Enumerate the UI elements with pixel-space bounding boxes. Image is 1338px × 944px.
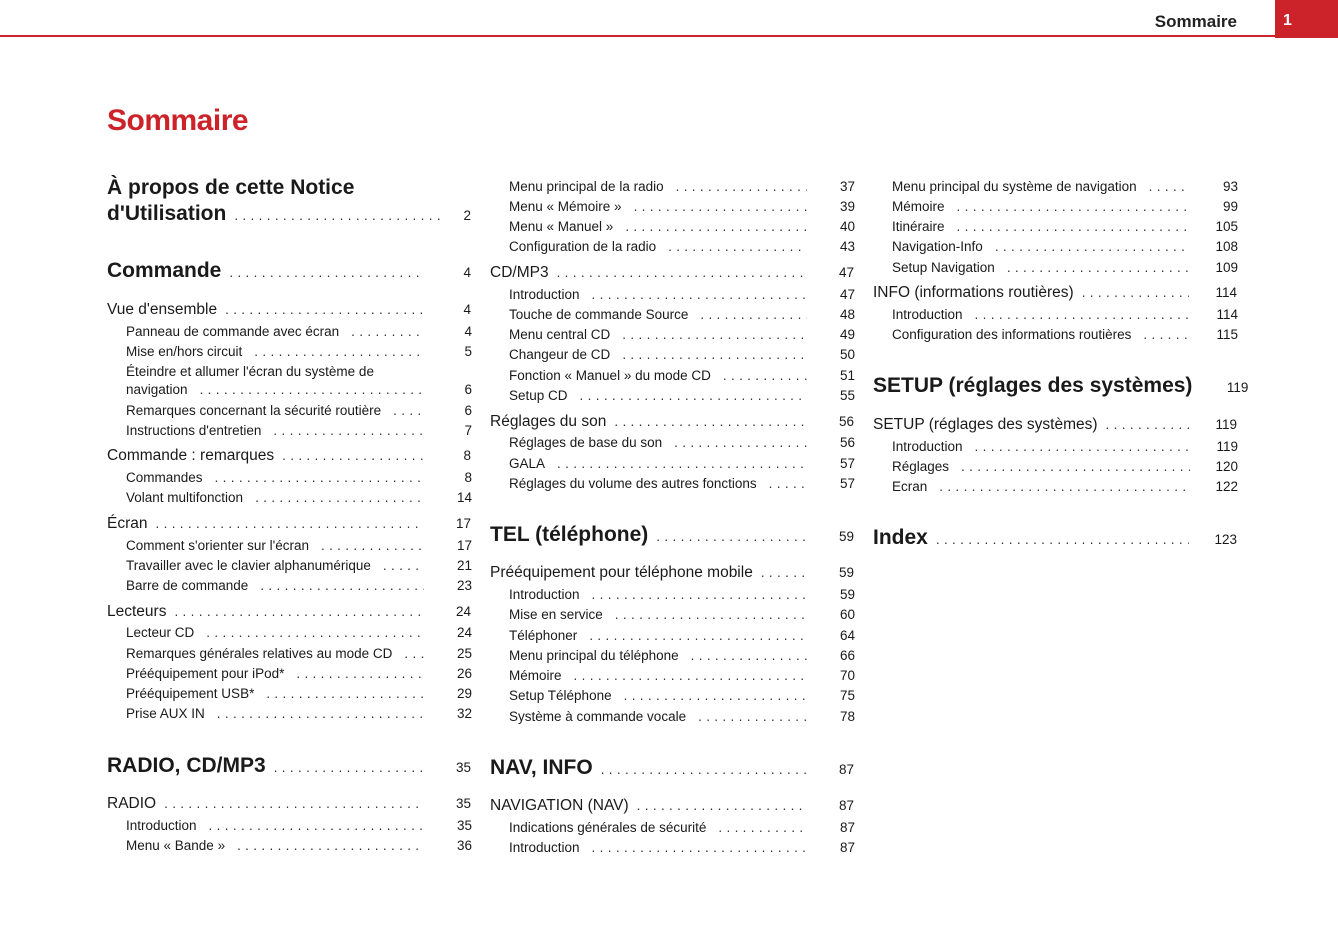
toc-section[interactable] <box>490 564 854 582</box>
toc-page: 66 <box>839 648 855 663</box>
page-title: Sommaire <box>107 104 249 137</box>
toc-title: Travailler avec le clavier alphanumérique <box>126 558 371 573</box>
toc-page: 17 <box>455 516 471 531</box>
toc-page: 55 <box>839 388 855 403</box>
toc-chapter[interactable] <box>107 754 471 778</box>
leader-dots <box>589 628 807 643</box>
toc-subsection[interactable] <box>509 840 855 855</box>
leader-dots <box>209 818 424 833</box>
toc-title: Mémoire <box>509 668 562 683</box>
toc-page: 114 <box>1216 307 1238 322</box>
toc-title: Changeur de CD <box>509 347 611 362</box>
leader-dots <box>723 368 807 383</box>
toc-subsection[interactable] <box>126 324 472 339</box>
toc-title: SETUP (réglages des systèmes) <box>873 374 1193 397</box>
toc-page: 36 <box>456 838 472 853</box>
toc-subsection[interactable] <box>509 307 855 322</box>
toc-page: 115 <box>1216 327 1238 342</box>
toc-title: Éteindre et allumer l'écran du système de <box>126 364 374 379</box>
toc-title: Configuration des informations routières <box>892 327 1132 342</box>
toc-title: Prise AUX IN <box>126 706 205 721</box>
toc-page: 29 <box>456 686 472 701</box>
leader-dots <box>260 578 424 593</box>
toc-title: Setup Navigation <box>892 260 995 275</box>
toc-subsection[interactable] <box>509 219 855 234</box>
leader-dots <box>383 558 424 573</box>
toc-subsection[interactable] <box>126 578 472 593</box>
toc-section[interactable] <box>107 603 471 621</box>
toc-page: 122 <box>1215 479 1238 494</box>
toc-title: Instructions d'entretien <box>126 423 262 438</box>
leader-dots <box>237 838 424 853</box>
leader-dots <box>393 403 424 418</box>
toc-title: NAVIGATION (NAV) <box>490 797 629 814</box>
leader-dots <box>404 646 424 661</box>
toc-page: 26 <box>456 666 472 681</box>
toc-page: 70 <box>839 668 855 683</box>
leader-dots <box>668 239 807 254</box>
toc-page: 14 <box>456 490 472 505</box>
toc-title: Réglages <box>892 459 950 474</box>
leader-dots <box>217 706 424 721</box>
toc-page: 51 <box>839 368 855 383</box>
toc-section[interactable] <box>107 447 471 465</box>
toc-subsection[interactable] <box>509 239 855 254</box>
leader-dots <box>625 219 807 234</box>
toc-page: 24 <box>456 625 472 640</box>
toc-title: Barre de commande <box>126 578 249 593</box>
toc-subsection[interactable] <box>126 838 472 853</box>
toc-subsection[interactable] <box>509 628 855 643</box>
toc-subsection[interactable] <box>892 219 1238 234</box>
leader-dots <box>273 423 424 438</box>
toc-chapter[interactable] <box>107 259 471 283</box>
toc-title: Réglages du volume des autres fonctions <box>509 476 757 491</box>
leader-dots <box>321 538 424 553</box>
leader-dots <box>622 327 807 342</box>
toc-title: Réglages de base du son <box>509 435 663 450</box>
toc-subsection[interactable] <box>892 199 1238 214</box>
toc-title: Menu principal du système de navigation <box>892 179 1137 194</box>
leader-dots <box>1149 179 1190 194</box>
toc-page: 17 <box>456 538 472 553</box>
toc-title: Menu « Mémoire » <box>509 199 622 214</box>
toc-chapter[interactable] <box>490 523 854 547</box>
toc-subsection[interactable] <box>509 607 855 622</box>
toc-page: 57 <box>839 476 855 491</box>
toc-section[interactable] <box>490 797 854 815</box>
toc-page: 105 <box>1215 219 1238 234</box>
leader-dots <box>225 302 423 317</box>
toc-title: Prééquipement USB* <box>126 686 255 701</box>
toc-title: TEL (téléphone) <box>490 523 649 546</box>
toc-subsection[interactable] <box>892 327 1238 342</box>
toc-page: 4 <box>463 302 471 317</box>
leader-dots <box>1082 285 1189 300</box>
leader-dots <box>718 820 807 835</box>
toc-subsection[interactable] <box>126 490 472 505</box>
toc-page: 6 <box>464 403 472 418</box>
toc-section[interactable] <box>107 515 471 533</box>
toc-title: Introduction <box>509 287 580 302</box>
toc-page: 59 <box>838 565 854 580</box>
toc-page: 40 <box>839 219 855 234</box>
toc-subsection[interactable] <box>126 470 472 485</box>
toc-subsection[interactable] <box>892 459 1238 474</box>
toc-subsection[interactable] <box>509 179 855 194</box>
toc-page: 43 <box>839 239 855 254</box>
toc-page: 119 <box>1216 439 1238 454</box>
leader-dots <box>691 648 807 663</box>
leader-dots <box>574 668 807 683</box>
toc-title: Remarques générales relatives au mode CD <box>126 646 393 661</box>
toc-title: Réglages du son <box>490 413 607 430</box>
toc-title: Introduction <box>509 587 580 602</box>
toc-section[interactable] <box>107 301 471 319</box>
toc-subsection[interactable] <box>126 625 472 640</box>
leader-dots <box>614 414 806 429</box>
toc-title: Mise en service <box>509 607 603 622</box>
toc-page: 47 <box>839 287 855 302</box>
toc-page: 35 <box>455 760 471 775</box>
toc-title: RADIO, CD/MP3 <box>107 754 266 777</box>
leader-dots <box>634 199 807 214</box>
leader-dots <box>234 208 440 223</box>
toc-section[interactable] <box>490 413 854 431</box>
toc-title: Commande : remarques <box>107 447 275 464</box>
toc-subsection[interactable] <box>509 820 855 835</box>
toc-title: Remarques concernant la sécurité routière <box>126 403 382 418</box>
toc-subsection[interactable] <box>509 688 855 703</box>
toc-subsection[interactable] <box>126 646 472 661</box>
leader-dots <box>174 604 423 619</box>
toc-title: Volant multifonction <box>126 490 244 505</box>
toc-subsection[interactable] <box>509 435 855 450</box>
toc-title: Prééquipement pour téléphone mobile <box>490 564 753 581</box>
leader-dots <box>580 388 807 403</box>
toc-page: 59 <box>839 587 855 602</box>
leader-dots <box>975 307 1190 322</box>
toc-title: Navigation-Info <box>892 239 983 254</box>
toc-page: 60 <box>839 607 855 622</box>
leader-dots <box>200 382 424 397</box>
toc-subsection[interactable] <box>509 199 855 214</box>
toc-page: 108 <box>1215 239 1238 254</box>
leader-dots <box>282 448 423 463</box>
toc-page: 6 <box>464 382 472 397</box>
toc-title: Mise en/hors circuit <box>126 344 243 359</box>
toc-subsection[interactable] <box>126 818 472 833</box>
toc-section[interactable] <box>107 795 471 813</box>
toc-page: 35 <box>455 796 471 811</box>
leader-dots <box>592 840 807 855</box>
leader-dots <box>624 688 807 703</box>
toc-page: 50 <box>839 347 855 362</box>
toc-page: 48 <box>839 307 855 322</box>
toc-section[interactable] <box>873 284 1237 302</box>
toc-title: SETUP (réglages des systèmes) <box>873 416 1098 433</box>
toc-subsection[interactable] <box>509 327 855 342</box>
toc-page: 109 <box>1215 260 1238 275</box>
toc-subsection[interactable] <box>126 344 472 359</box>
toc-title: Commandes <box>126 470 203 485</box>
toc-title: Introduction <box>126 818 197 833</box>
toc-title: Menu « Manuel » <box>509 219 614 234</box>
toc-subsection[interactable] <box>509 709 855 724</box>
toc-page: 56 <box>838 414 854 429</box>
leader-dots <box>164 796 423 811</box>
leader-dots <box>656 529 806 544</box>
toc-subsection[interactable] <box>892 260 1238 275</box>
toc-subsection[interactable] <box>126 558 472 573</box>
leader-dots <box>601 762 806 777</box>
toc-title: Système à commande vocale <box>509 709 687 724</box>
toc-page: 114 <box>1215 285 1237 300</box>
toc-page: 49 <box>839 327 855 342</box>
toc-title: Mémoire <box>892 199 945 214</box>
leader-dots <box>215 470 424 485</box>
toc-subsection[interactable] <box>509 368 855 383</box>
toc-subsection[interactable] <box>126 382 472 397</box>
toc-chapter[interactable] <box>490 756 854 780</box>
toc-title: d'Utilisation <box>107 202 227 225</box>
toc-subsection[interactable] <box>126 706 472 721</box>
toc-page: 78 <box>839 709 855 724</box>
toc-page: 119 <box>1226 380 1249 395</box>
toc-page: 21 <box>456 558 472 573</box>
leader-dots <box>637 798 806 813</box>
toc-title: Index <box>873 526 928 549</box>
leader-dots <box>957 219 1190 234</box>
toc-page: 24 <box>455 604 471 619</box>
toc-page: 64 <box>839 628 855 643</box>
toc-subsection[interactable] <box>892 439 1238 454</box>
toc-page: 4 <box>464 324 472 339</box>
page-number: 1 <box>1283 12 1292 29</box>
leader-dots <box>592 287 807 302</box>
toc-title: Menu principal du téléphone <box>509 648 679 663</box>
leader-dots <box>1143 327 1190 342</box>
toc-title: Menu central CD <box>509 327 611 342</box>
toc-title: CD/MP3 <box>490 264 549 281</box>
toc-title: Menu « Bande » <box>126 838 226 853</box>
toc-page: 99 <box>1222 199 1238 214</box>
toc-title: Menu principal de la radio <box>509 179 664 194</box>
leader-dots <box>351 324 424 339</box>
toc-title: Fonction « Manuel » du mode CD <box>509 368 711 383</box>
toc-subsection[interactable] <box>509 587 855 602</box>
toc-title: Téléphoner <box>509 628 578 643</box>
toc-title: Introduction <box>892 307 963 322</box>
toc-subsection[interactable] <box>509 456 855 471</box>
leader-dots <box>700 307 807 322</box>
leader-dots <box>995 239 1190 254</box>
leader-dots <box>296 666 424 681</box>
toc-chapter[interactable] <box>873 526 1237 550</box>
toc-subsection[interactable] <box>126 538 472 553</box>
toc-subsection[interactable] <box>509 287 855 302</box>
toc-title: Introduction <box>509 840 580 855</box>
toc-title: Itinéraire <box>892 219 945 234</box>
toc-title: Comment s'orienter sur l'écran <box>126 538 309 553</box>
toc-title: Setup CD <box>509 388 568 403</box>
leader-dots <box>156 516 424 531</box>
leader-dots <box>557 265 806 280</box>
toc-subsection[interactable] <box>509 347 855 362</box>
leader-dots <box>622 347 807 362</box>
toc-page: 56 <box>839 435 855 450</box>
toc-page: 119 <box>1215 417 1237 432</box>
leader-dots <box>936 532 1189 547</box>
toc-title: INFO (informations routières) <box>873 284 1074 301</box>
toc-subsection[interactable] <box>509 668 855 683</box>
toc-subsection[interactable] <box>892 307 1238 322</box>
header-title: Sommaire <box>1154 12 1237 31</box>
toc-page: 5 <box>464 344 472 359</box>
toc-subsection[interactable] <box>126 666 472 681</box>
toc-title: Indications générales de sécurité <box>509 820 707 835</box>
leader-dots <box>769 476 807 491</box>
toc-page: 75 <box>839 688 855 703</box>
toc-subsection-line[interactable] <box>126 364 472 379</box>
toc-title: Configuration de la radio <box>509 239 657 254</box>
toc-chapter[interactable] <box>107 176 471 226</box>
page-number-tab <box>1275 0 1338 38</box>
toc-page: 4 <box>463 265 471 280</box>
toc-subsection[interactable] <box>509 476 855 491</box>
toc-title: Commande <box>107 259 222 282</box>
toc-page: 32 <box>456 706 472 721</box>
toc-title: Écran <box>107 515 148 532</box>
leader-dots <box>592 587 807 602</box>
toc-page: 35 <box>456 818 472 833</box>
toc-title: Ecran <box>892 479 928 494</box>
toc-subsection[interactable] <box>126 423 472 438</box>
toc-page: 87 <box>839 840 855 855</box>
toc-page: 57 <box>839 456 855 471</box>
leader-dots <box>274 760 423 775</box>
toc-page: 7 <box>464 423 472 438</box>
toc-title: NAV, INFO <box>490 756 593 779</box>
leader-dots <box>1106 417 1189 432</box>
toc-section[interactable] <box>873 416 1237 434</box>
toc-title: Touche de commande Source <box>509 307 689 322</box>
toc-page: 123 <box>1214 532 1237 547</box>
leader-dots <box>266 686 424 701</box>
leader-dots <box>557 456 807 471</box>
toc-title: À propos de cette Notice <box>107 176 355 199</box>
toc-subsection[interactable] <box>892 479 1238 494</box>
toc-subsection[interactable] <box>126 403 472 418</box>
page-header <box>0 0 1338 38</box>
leader-dots <box>615 607 807 622</box>
leader-dots <box>975 439 1190 454</box>
toc-title: GALA <box>509 456 546 471</box>
toc-title: RADIO <box>107 795 157 812</box>
toc-subsection[interactable] <box>892 179 1238 194</box>
leader-dots <box>957 199 1190 214</box>
leader-dots <box>229 265 423 280</box>
toc-page: 25 <box>456 646 472 661</box>
toc-subsection[interactable] <box>509 388 855 403</box>
toc-title: Lecteurs <box>107 603 167 620</box>
toc-section[interactable] <box>490 264 854 282</box>
leader-dots <box>939 479 1190 494</box>
leader-dots <box>761 565 806 580</box>
leader-dots <box>1007 260 1190 275</box>
leader-dots <box>961 459 1190 474</box>
toc-page: 37 <box>839 179 855 194</box>
toc-page: 8 <box>464 470 472 485</box>
toc-page: 120 <box>1215 459 1238 474</box>
toc-title: Panneau de commande avec écran <box>126 324 340 339</box>
leader-dots <box>254 344 424 359</box>
toc-page: 93 <box>1222 179 1238 194</box>
leader-dots <box>676 179 807 194</box>
toc-chapter[interactable] <box>873 374 1249 398</box>
toc-page: 47 <box>838 265 854 280</box>
toc-page: 59 <box>838 529 854 544</box>
toc-title: Lecteur CD <box>126 625 195 640</box>
toc-title: Setup Téléphone <box>509 688 612 703</box>
toc-page: 87 <box>838 798 854 813</box>
toc-page: 23 <box>456 578 472 593</box>
toc-page: 2 <box>463 208 471 223</box>
leader-dots <box>698 709 807 724</box>
toc-title: Vue d'ensemble <box>107 301 218 318</box>
toc-page: 8 <box>463 448 471 463</box>
toc-page: 87 <box>839 820 855 835</box>
toc-title: Introduction <box>892 439 963 454</box>
toc-title: Prééquipement pour iPod* <box>126 666 285 681</box>
toc-title: navigation <box>126 382 188 397</box>
toc-page: 87 <box>838 762 854 777</box>
toc-page: 39 <box>839 199 855 214</box>
toc-subsection[interactable] <box>892 239 1238 254</box>
toc-subsection[interactable] <box>509 648 855 663</box>
leader-dots <box>255 490 424 505</box>
toc-subsection[interactable] <box>126 686 472 701</box>
leader-dots <box>674 435 807 450</box>
leader-dots <box>206 625 424 640</box>
header-rule <box>0 35 1275 37</box>
